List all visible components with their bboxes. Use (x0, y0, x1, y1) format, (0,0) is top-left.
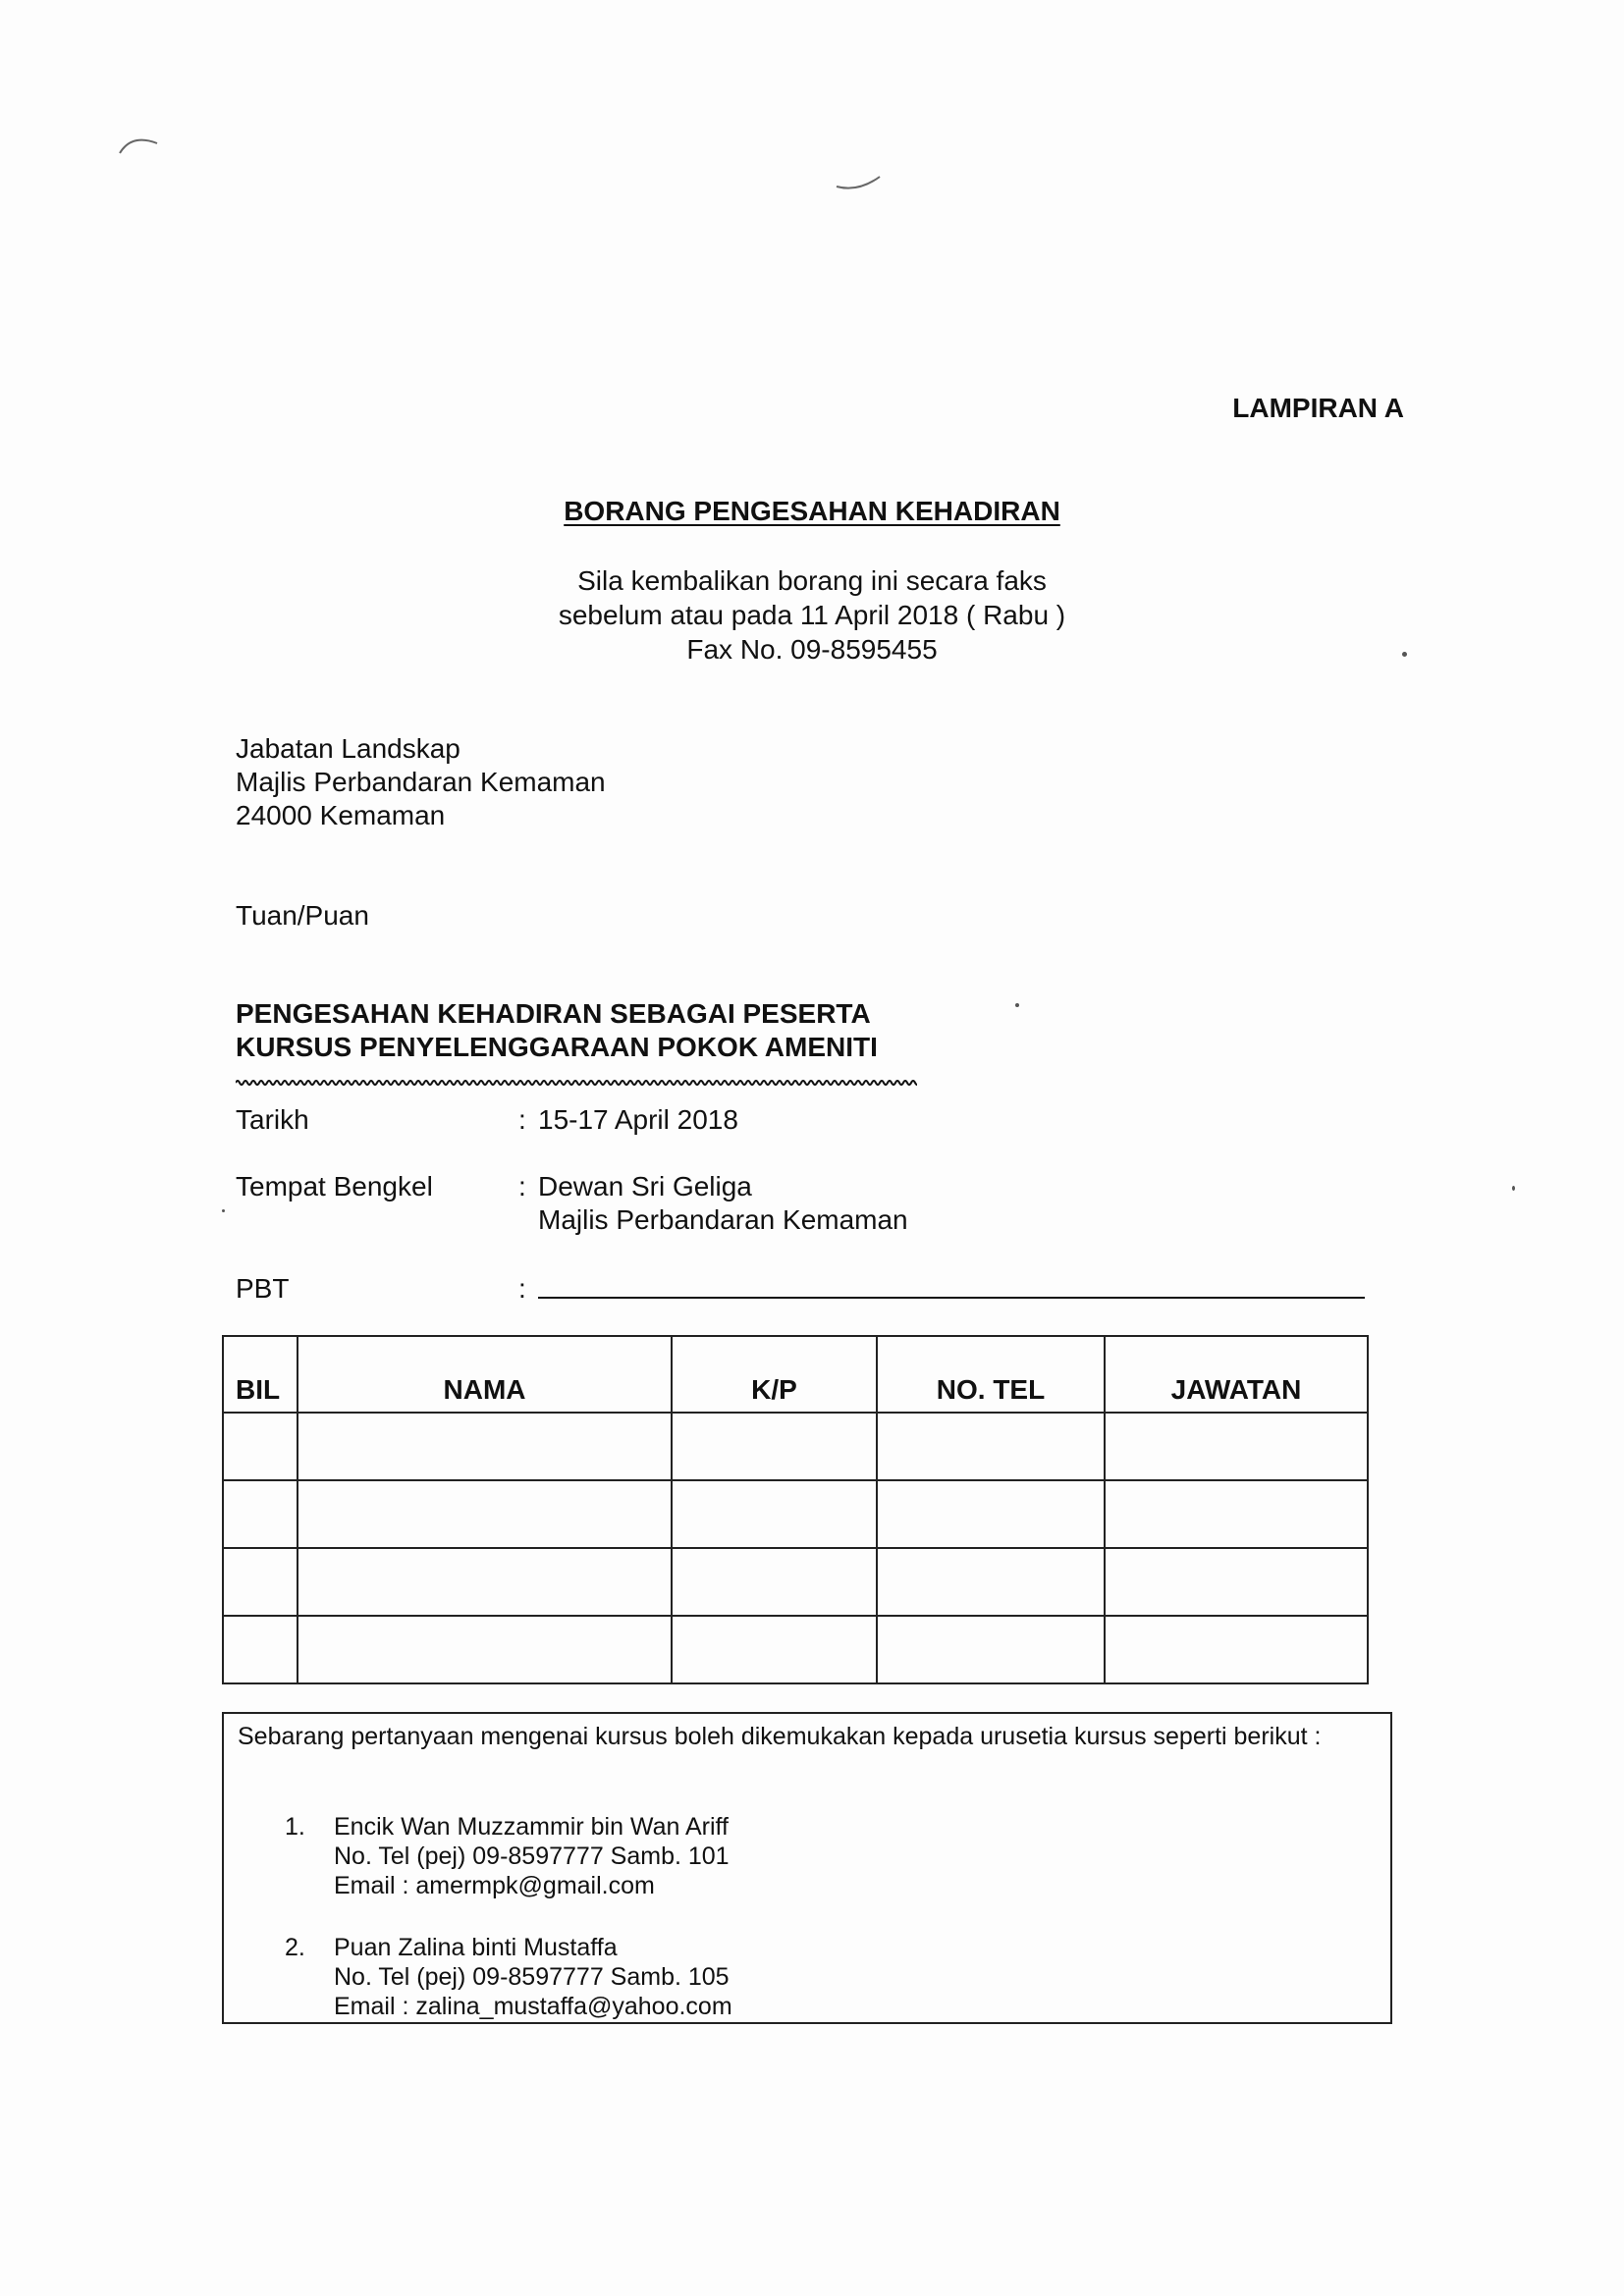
table-cell[interactable] (223, 1480, 298, 1548)
contact-phone: No. Tel (pej) 09-8597777 Samb. 105 (334, 1963, 730, 1991)
date-label: Tarikh (236, 1104, 309, 1135)
enquiry-intro: Sebarang pertanyaan mengenai kursus boleh dikemukakan kepada urusetia kursus seperti berikut : (238, 1723, 1322, 1750)
header-bil: BIL (223, 1336, 298, 1413)
table-row (223, 1480, 1368, 1548)
table-cell[interactable] (672, 1616, 877, 1683)
table-header-row (223, 1336, 1368, 1413)
instruction-fax: Fax No. 09-8595455 (686, 634, 938, 665)
address-line: Jabatan Landskap (236, 733, 460, 764)
table-cell[interactable] (1105, 1548, 1368, 1616)
date-value: 15-17 April 2018 (538, 1104, 738, 1135)
venue-label: Tempat Bengkel (236, 1171, 433, 1201)
table-cell[interactable] (298, 1616, 672, 1683)
table-cell[interactable] (223, 1616, 298, 1683)
address-line: Majlis Perbandaran Kemaman (236, 767, 606, 797)
recipient-address (236, 732, 606, 832)
scan-speck (1015, 1003, 1019, 1007)
contact-name: Encik Wan Muzzammir bin Wan Ariff (334, 1813, 729, 1841)
table-cell[interactable] (223, 1413, 298, 1480)
table-cell[interactable] (672, 1480, 877, 1548)
wavy-divider (236, 1076, 917, 1090)
scan-mark (835, 173, 884, 192)
contact-details (334, 1933, 732, 2021)
form-title: BORANG PENGESAHAN KEHADIRAN (564, 496, 1060, 526)
table-cell[interactable] (1105, 1480, 1368, 1548)
scan-speck (1512, 1186, 1515, 1191)
header-kp: K/P (672, 1336, 877, 1413)
instruction-line: Sila kembalikan borang ini secara faks (577, 565, 1047, 596)
header-nama: NAMA (298, 1336, 672, 1413)
table-cell[interactable] (298, 1548, 672, 1616)
venue-line: Dewan Sri Geliga (538, 1171, 752, 1201)
table-row (223, 1616, 1368, 1683)
pbt-fill-line[interactable] (538, 1297, 1365, 1299)
pbt-colon: : (518, 1273, 526, 1304)
contact-email[interactable]: Email : amermpk@gmail.com (334, 1872, 655, 1899)
scan-speck (222, 1209, 225, 1212)
table-cell[interactable] (877, 1616, 1105, 1683)
return-instructions (0, 563, 1624, 667)
contact-number: 2. (285, 1934, 305, 1961)
subject-line: PENGESAHAN KEHADIRAN SEBAGAI PESERTA (236, 998, 871, 1029)
contact-name: Puan Zalina binti Mustaffa (334, 1934, 618, 1961)
pbt-label: PBT (236, 1273, 290, 1304)
date-colon: : (518, 1104, 526, 1135)
table-cell[interactable] (1105, 1616, 1368, 1683)
table-cell[interactable] (877, 1413, 1105, 1480)
table-cell[interactable] (298, 1413, 672, 1480)
table-cell[interactable] (1105, 1413, 1368, 1480)
header-no-tel: NO. TEL (877, 1336, 1105, 1413)
table-body (223, 1413, 1368, 1683)
table-cell[interactable] (672, 1548, 877, 1616)
enquiry-box (222, 1712, 1392, 2024)
scan-mark (118, 128, 177, 157)
address-line: 24000 Kemaman (236, 800, 446, 830)
instruction-deadline: sebelum atau pada 11 April 2018 ( Rabu ) (558, 600, 1066, 630)
table-cell[interactable] (877, 1480, 1105, 1548)
venue-line: Majlis Perbandaran Kemaman (538, 1204, 908, 1235)
header-jawatan: JAWATAN (1105, 1336, 1368, 1413)
appendix-label: LAMPIRAN A (1232, 393, 1404, 423)
table-cell[interactable] (223, 1548, 298, 1616)
venue-value (538, 1170, 908, 1237)
table-cell[interactable] (672, 1413, 877, 1480)
table-row (223, 1548, 1368, 1616)
subject-heading (236, 997, 878, 1064)
table-cell[interactable] (877, 1548, 1105, 1616)
contact-details (334, 1812, 730, 1900)
subject-line: KURSUS PENYELENGGARAAN POKOK AMENITI (236, 1032, 878, 1062)
table-cell[interactable] (298, 1480, 672, 1548)
contact-phone: No. Tel (pej) 09-8597777 Samb. 101 (334, 1842, 730, 1870)
attendee-table (222, 1335, 1369, 1684)
salutation: Tuan/Puan (236, 900, 369, 931)
contact-email[interactable]: Email : zalina_mustaffa@yahoo.com (334, 1993, 732, 2020)
table-row (223, 1413, 1368, 1480)
venue-colon: : (518, 1171, 526, 1201)
contact-number: 1. (285, 1813, 305, 1841)
